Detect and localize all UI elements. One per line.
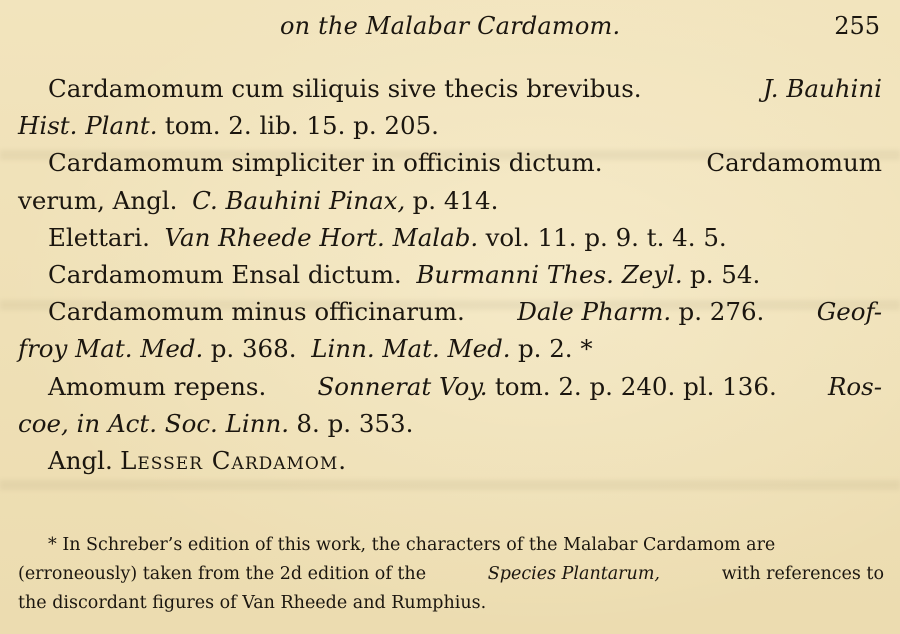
entry-citation: Burmanni Thes. Zeyl. xyxy=(416,259,683,289)
entry-text: Cardamomum simpliciter in officinis dictum. xyxy=(48,148,603,178)
entry-line xyxy=(18,293,882,330)
footnote-text: with references to xyxy=(721,564,884,584)
entry-text: p. 54. xyxy=(690,259,761,289)
entry-citation: Linn. Mat. Med. xyxy=(311,334,511,364)
entry-citation: Hist. Plant. xyxy=(18,111,158,141)
entry-line xyxy=(18,70,882,107)
english-name: Lesser Cardamom. xyxy=(120,445,348,475)
entry-text: tom. 2. lib. 15. p. 205. xyxy=(164,111,439,141)
entry-text: verum, Angl. xyxy=(18,185,178,215)
entry-line xyxy=(18,107,882,144)
entry-citation: Sonnerat Voy. xyxy=(317,371,488,401)
entry-text: Elettari. xyxy=(48,222,150,252)
footnote-text: (erroneously) taken from the 2d edition of the xyxy=(18,564,427,584)
show-through-shadow xyxy=(0,480,900,490)
page-number: 255 xyxy=(834,12,880,40)
entry-text: 8. p. 353. xyxy=(296,408,414,438)
entry-line xyxy=(18,368,882,405)
entry-line xyxy=(18,405,882,442)
footnote xyxy=(18,531,884,618)
entry-text: Amomum repens. xyxy=(48,371,267,401)
entry-citation: Van Rheede Hort. Malab. xyxy=(164,222,479,252)
entry-citation: coe, in Act. Soc. Linn. xyxy=(18,408,290,438)
entry-text: tom. 2. p. 240. pl. 136. xyxy=(494,371,777,401)
entry-text: Cardamomum xyxy=(706,148,882,178)
entry-line xyxy=(18,330,882,367)
entry-line xyxy=(18,182,882,219)
entry-line xyxy=(18,144,882,181)
footnote-citation: Species Plantarum, xyxy=(487,564,660,584)
entry-citation: Geof- xyxy=(816,297,882,327)
entry-line xyxy=(18,256,882,293)
entry-text: p. 368. xyxy=(210,334,297,364)
entry-text: Cardamomum cum siliquis sive thecis brevibus. xyxy=(48,74,642,103)
entry-citation: Dale Pharm. xyxy=(517,297,672,327)
entry-text: Angl. xyxy=(48,445,113,475)
footnote-line: * In Schreber’s edition of this work, the characters of the Malabar Cardamom are xyxy=(48,535,776,555)
entry-citation: Ros- xyxy=(827,371,882,401)
entry-citation: C. Bauhini Pinax, xyxy=(192,185,406,215)
entry-text: Cardamomum minus officinarum. xyxy=(48,297,465,327)
entry-text: Cardamomum Ensal dictum. xyxy=(48,259,402,289)
footnote-line: the discordant figures of Van Rheede and Rumphius. xyxy=(18,593,487,613)
entry-text: p. 276. xyxy=(678,297,765,327)
running-title: on the Malabar Cardamom. xyxy=(280,12,621,40)
footnote-line xyxy=(18,560,884,589)
entry-line xyxy=(18,442,882,479)
entry-text: p. 414. xyxy=(412,185,499,215)
entry-citation: froy Mat. Med. xyxy=(18,334,204,364)
synonymy-list xyxy=(18,70,882,479)
footnote-reference: p. 2. * xyxy=(517,334,593,364)
entry-line xyxy=(18,219,882,256)
entry-citation: J. Bauhini xyxy=(762,74,882,103)
entry-text: vol. 11. p. 9. t. 4. 5. xyxy=(485,222,727,252)
